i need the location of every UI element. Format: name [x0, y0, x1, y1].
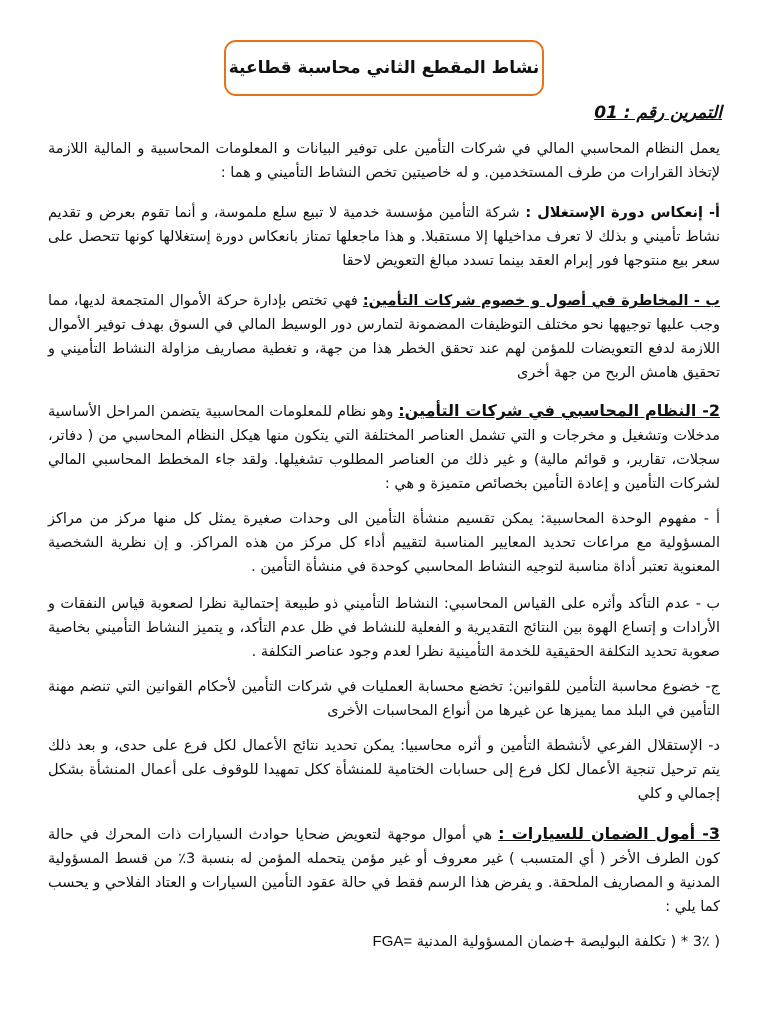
page-title: نشاط المقطع الثاني محاسبة قطاعية	[228, 58, 540, 78]
section-3-paragraph	[48, 822, 720, 919]
item-a-heading: أ- إنعكاس دورة الإستغلال :	[525, 205, 721, 221]
intro-paragraph: يعمل النظام المحاسبي المالي في شركات التأمين على توفير البيانات و المعلومات المحاسبية و المالية اللازمة لإتخاذ القرارات من طرف المستخدمين. و له خاصيتين تخص النشاط التأميني و هما :	[48, 141, 720, 181]
item-b-text: فهي تختص بإدارة حركة الأموال المتجمعة لديها، مما وجب عليها توجيهها نحو مختلف التوظيفات المضمونة لتمارس دور الوسيط المالي في السوق بهدف توفير الأموال اللازمة لدفع التعويضات للمؤمن لهم عند تحقق الخطر هذا من جهة، و تغطية مصاريف مزاولة النشاط التأميني و تحقيق هامش الربح من جهة أخرى	[48, 293, 720, 381]
sub-b-paragraph: ب - عدم التأكد وأثره على القياس المحاسبي: النشاط التأميني ذو طبيعة إحتمالية نظرا لصعوبة قياس النفقات و الأرادات و إتساع الهوة بين النتائج التقديرية و الفعلية للنشاط في ظل عدم التأكد، و يتميز النشاط التأميني بخاصية صعوبة تحديد التكلفة الحقيقية للخدمة التأمينية نظرا لعدم وجود عناصر التكلفة .	[48, 596, 720, 660]
item-b-paragraph	[48, 289, 720, 385]
section-2-paragraph	[48, 399, 720, 496]
sub-c-paragraph: ج- خضوع محاسبة التأمين للقوانين: تخضع محسابة العمليات في شركات التأمين لأحكام القوانين التي تنضم مهنة التأمين في البلد مما يميزها عن غيرها من أنواع المحاسبات الأخرى	[48, 679, 720, 719]
fga-formula	[373, 933, 720, 950]
formula-label: FGA=	[372, 933, 413, 950]
title-box	[224, 40, 544, 96]
exercise-label: التمرين رقم : 01	[594, 103, 722, 123]
section-2-heading: 2- النظام المحاسبي في شركات التأمين:	[398, 401, 720, 420]
item-b-heading: ب - المخاطرة في أصول و خصوم شركات التأمين:	[362, 293, 720, 309]
section-3-text: هي أموال موجهة لتعويض ضحايا حوادث السيارات ذات المحرك في حالة كون الطرف الأخر ( أي المتسبب ) غير معروف أو غير مؤمن يتحمله المؤمن له بنسبة 3٪ من قسط المسؤولية المدنية و المصاريف الملحقة. و يفرض هذا الرسم فقط في حالة عقود التأمين السيارات و العتاد الفلاحي و يحسب كما يلي :	[48, 827, 720, 915]
sub-d-paragraph: د- الإستقلال الفرعي لأنشطة التأمين و أثره محاسبيا: يمكن تحديد نتائج الأعمال لكل فرع على حدى، و بعد ذلك يتم ترحيل تنجية الأعمال لكل فرع إلى حسابات الختامية للمنشأة ككل تمهيدا للوقوف على أعمال المنشأة بشكل إجمالي و كلي	[48, 738, 720, 802]
formula-expression: ( 3٪ * ( تكلفة البوليصة +ضمان المسؤولية المدنية	[416, 934, 720, 950]
section-3-heading: 3- أمول الضمان للسيارات :	[498, 824, 720, 843]
item-a-text: شركة التأمين مؤسسة خدمية لا تبيع سلع ملموسة، و أنما تقوم بعرض و تقديم نشاط تأميني و بذلك لا تعرف مداخيلها إلا مستقبلا. و هذا ماجعلها تمتاز بانعكاس دورة إستغلالها كونها تتحصل على سعر بيع منتوجها فور إبرام العقد بينما تسدد مبالغ التعويض لاحقا	[48, 205, 720, 269]
item-a-paragraph	[48, 201, 720, 273]
sub-a-paragraph: أ - مفهوم الوحدة المحاسبية: يمكن تقسيم منشأة التأمين الى وحدات صغيرة يمثل كل منها مركز من مراكز المسؤولية مع مراعات تحديد المعايير المناسبة لتقييم أداء كل مركز من هذه المراكز. و إن نظرية الشخصية المعنوية تعتبر أداة مناسبة لتوجيه النشاط المحاسبي كوحدة في منشأة التأمين .	[48, 511, 720, 575]
section-2-text: وهو نظام للمعلومات المحاسبية يتضمن المراحل الأساسية مدخلات وتشغيل و مخرجات و التي تشمل العناصر المختلفة التي يتكون منها هيكل النظام المحاسبي من ( دفاتر، سجلات، تقارير، و قوائم مالية) و غير ذلك من العناصر المطلوب تشغيلها. ولقد جاء المخطط المحاسبي المالي لشركات التأمين و إعادة التأمين بخصائص متميزة و هي :	[48, 404, 720, 492]
